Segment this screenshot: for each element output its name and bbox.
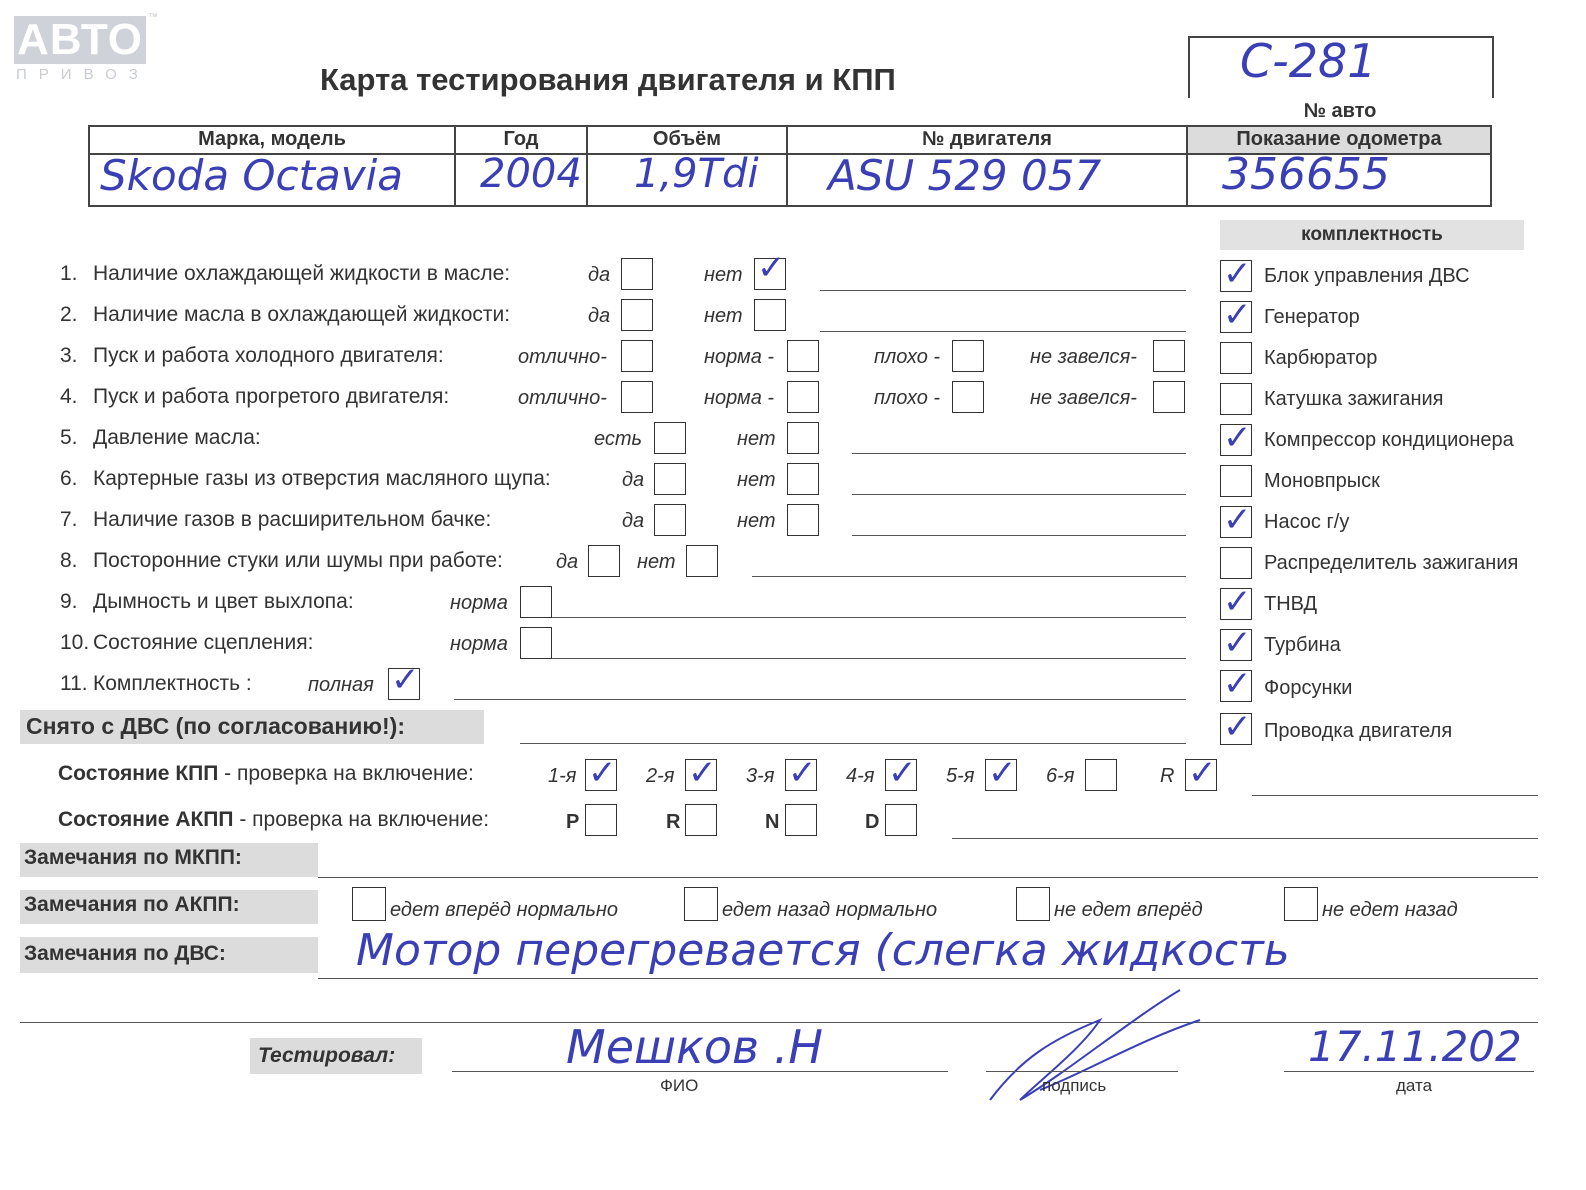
q10-normal-checkbox[interactable] xyxy=(520,627,552,659)
kpp-gear-1-checkbox[interactable] xyxy=(585,753,617,793)
engine-no-value: ASU 529 057 xyxy=(828,151,1102,200)
q5-yes-label: есть xyxy=(594,428,643,450)
akpp-gear-d-label: D xyxy=(865,811,880,833)
kpp-gear-2-checkbox[interactable] xyxy=(685,753,717,793)
completeness-checkbox-2[interactable] xyxy=(1220,295,1252,335)
removed-label: Снято с ДВС (по согласованию!): xyxy=(26,713,405,739)
completeness-checkbox-12[interactable] xyxy=(1220,707,1252,747)
odometer-value: 356655 xyxy=(1222,149,1390,200)
q2-no-label: нет xyxy=(704,305,743,327)
kpp-gear-4-label: 4-я xyxy=(846,765,875,787)
q3-excellent-label: отлично- xyxy=(518,346,607,368)
q2-yes-checkbox[interactable] xyxy=(621,299,653,331)
kpp-label xyxy=(58,762,474,786)
q1-yes-checkbox[interactable] xyxy=(621,258,653,290)
question-7-num: 7. xyxy=(60,508,78,531)
question-8-num: 8. xyxy=(60,549,78,572)
col-model: Марка, модель xyxy=(198,128,346,150)
q8-yes-label: да xyxy=(556,551,579,573)
remarks-dvs-line xyxy=(318,978,1538,979)
logo-subtitle: ПРИВОЗ xyxy=(16,66,150,83)
kpp-gear-6-checkbox[interactable] xyxy=(1085,759,1117,791)
q6-note-line xyxy=(852,494,1186,495)
question-6-num: 6. xyxy=(60,467,78,490)
q5-yes-checkbox[interactable] xyxy=(654,422,686,454)
kpp-gear-r-label: R xyxy=(1160,765,1175,787)
check-mark-icon: ✓ xyxy=(391,660,420,700)
q3-no-start-checkbox[interactable] xyxy=(1153,340,1185,372)
completeness-item-4: Катушка зажигания xyxy=(1264,388,1444,410)
akpp-no-reverse-checkbox[interactable] xyxy=(1284,887,1318,921)
q7-note-line xyxy=(852,535,1186,536)
q9-note-line xyxy=(552,617,1186,618)
signature-line xyxy=(986,1071,1178,1072)
akpp-gear-n-label: N xyxy=(765,811,780,833)
completeness-item-2: Генератор xyxy=(1264,306,1360,328)
q3-bad-checkbox[interactable] xyxy=(952,340,984,372)
fio-value: Мешков .Н xyxy=(566,1020,823,1074)
completeness-checkbox-5[interactable] xyxy=(1220,418,1252,458)
completeness-checkbox-7[interactable] xyxy=(1220,500,1252,540)
q4-no-start-label: не завелся- xyxy=(1030,387,1137,409)
q7-yes-label: да xyxy=(622,510,645,532)
kpp-gear-3-checkbox[interactable] xyxy=(785,753,817,793)
q6-yes-checkbox[interactable] xyxy=(654,463,686,495)
kpp-note-line xyxy=(1252,795,1538,796)
check-mark-icon: ✓ xyxy=(1223,664,1252,704)
completeness-checkbox-8[interactable] xyxy=(1220,547,1252,579)
q3-normal-checkbox[interactable] xyxy=(787,340,819,372)
fio-label: ФИО xyxy=(660,1076,699,1095)
check-mark-icon: ✓ xyxy=(1223,582,1252,622)
kpp-gear-6-label: 6-я xyxy=(1046,765,1075,787)
model-value: Skoda Octavia xyxy=(100,151,404,200)
q11-full-label: полная xyxy=(308,674,374,696)
q7-yes-checkbox[interactable] xyxy=(654,504,686,536)
col-engine-no: № двигателя xyxy=(922,128,1052,150)
akpp-note-line xyxy=(952,838,1538,839)
q4-bad-label: плохо - xyxy=(874,387,941,409)
question-1-num: 1. xyxy=(60,262,78,285)
akpp-gear-n-checkbox[interactable] xyxy=(785,804,817,836)
q2-yes-label: да xyxy=(588,305,611,327)
q4-excellent-label: отлично- xyxy=(518,387,607,409)
akpp-label-bold: Состояние АКПП xyxy=(58,808,234,831)
col-year: Год xyxy=(503,128,539,150)
question-6: Картерные газы из отверстия масляного щупа: xyxy=(93,467,551,490)
kpp-gear-1-label: 1-я xyxy=(548,765,577,787)
q2-no-checkbox[interactable] xyxy=(754,299,786,331)
akpp-forward-ok-label: едет вперёд нормально xyxy=(390,899,619,921)
volume-value: 1,9Tdi xyxy=(634,151,759,197)
kpp-gear-3-label: 3-я xyxy=(746,765,775,787)
completeness-item-12: Проводка двигателя xyxy=(1264,720,1453,742)
q4-no-start-checkbox[interactable] xyxy=(1153,381,1185,413)
q3-bad-label: плохо - xyxy=(874,346,941,368)
signature-label: подпись xyxy=(1042,1076,1107,1095)
akpp-gear-p-label: P xyxy=(566,811,580,833)
check-mark-icon: ✓ xyxy=(988,753,1017,793)
q2-note-line xyxy=(820,331,1186,332)
completeness-checkbox-6[interactable] xyxy=(1220,465,1252,497)
question-4-num: 4. xyxy=(60,385,78,408)
question-5: Давление масла: xyxy=(93,426,261,449)
completeness-item-9: ТНВД xyxy=(1264,593,1318,615)
check-mark-icon: ✓ xyxy=(1223,254,1252,294)
q11-full-checkbox[interactable] xyxy=(388,660,420,700)
page-title: Карта тестирования двигателя и КПП xyxy=(320,62,896,97)
completeness-item-1: Блок управления ДВС xyxy=(1264,265,1470,287)
logo-trademark: ™ xyxy=(148,12,158,23)
question-2-num: 2. xyxy=(60,303,78,326)
kpp-gear-5-checkbox[interactable] xyxy=(985,753,1017,793)
akpp-reverse-ok-checkbox[interactable] xyxy=(684,887,718,921)
akpp-label-rest: - проверка на включение: xyxy=(233,808,490,831)
col-odometer: Показание одометра xyxy=(1236,128,1442,150)
question-10: Состояние сцепления: xyxy=(93,631,314,654)
q8-no-checkbox[interactable] xyxy=(686,545,718,577)
q1-note-line xyxy=(820,290,1186,291)
q5-no-checkbox[interactable] xyxy=(787,422,819,454)
completeness-item-5: Компрессор кондиционера xyxy=(1264,429,1514,451)
kpp-gear-r-checkbox[interactable] xyxy=(1185,753,1217,793)
date-value: 17.11.202 xyxy=(1308,1022,1522,1071)
remarks-dvs-value: Мотор перегревается (слегка жидкость xyxy=(356,925,1290,976)
akpp-gear-d-checkbox[interactable] xyxy=(885,804,917,836)
question-10-num: 10. xyxy=(60,631,90,654)
check-mark-icon: ✓ xyxy=(1223,707,1252,747)
check-mark-icon: ✓ xyxy=(1188,753,1217,793)
kpp-label-rest: - проверка на включение: xyxy=(218,762,474,785)
completeness-checkbox-1[interactable] xyxy=(1220,254,1252,294)
akpp-reverse-ok-label: едет назад нормально xyxy=(722,899,938,921)
tested-label: Тестировал: xyxy=(258,1044,396,1067)
check-mark-icon: ✓ xyxy=(1223,623,1252,663)
completeness-title: комплектность xyxy=(1220,220,1524,250)
car-id-value: С-281 xyxy=(1240,34,1377,88)
akpp-gear-p-checkbox[interactable] xyxy=(585,804,617,836)
question-4: Пуск и работа прогретого двигателя: xyxy=(93,385,450,408)
q3-no-start-label: не завелся- xyxy=(1030,346,1137,368)
check-mark-icon: ✓ xyxy=(788,753,817,793)
remarks-akpp-label: Замечания по АКПП: xyxy=(24,893,240,916)
completeness-checkbox-10[interactable] xyxy=(1220,623,1252,663)
akpp-forward-ok-checkbox[interactable] xyxy=(352,887,386,921)
akpp-gear-r-checkbox[interactable] xyxy=(685,804,717,836)
q6-no-label: нет xyxy=(737,469,776,491)
question-7: Наличие газов в расширительном бачке: xyxy=(93,508,492,531)
q11-note-line xyxy=(454,699,1186,700)
akpp-gear-r-label: R xyxy=(666,811,681,833)
question-11: Комплектность : xyxy=(93,672,252,695)
q8-no-label: нет xyxy=(637,551,676,573)
akpp-label xyxy=(58,808,489,832)
question-2: Наличие масла в охлаждающей жидкости: xyxy=(93,303,511,326)
fio-line xyxy=(452,1071,948,1072)
q6-no-checkbox[interactable] xyxy=(787,463,819,495)
kpp-label-bold: Состояние КПП xyxy=(58,762,219,785)
q5-note-line xyxy=(852,453,1186,454)
q4-bad-checkbox[interactable] xyxy=(952,381,984,413)
akpp-no-forward-label: не едет вперёд xyxy=(1054,899,1203,921)
akpp-no-reverse-label: не едет назад xyxy=(1322,899,1458,921)
check-mark-icon: ✓ xyxy=(588,753,617,793)
check-mark-icon: ✓ xyxy=(757,248,786,288)
completeness-checkbox-11[interactable] xyxy=(1220,664,1252,704)
q4-normal-label: норма - xyxy=(704,387,775,409)
q1-no-label: нет xyxy=(704,264,743,286)
q9-normal-label: норма xyxy=(450,592,508,614)
col-volume: Объём xyxy=(652,128,722,150)
kpp-gear-4-checkbox[interactable] xyxy=(885,753,917,793)
check-mark-icon: ✓ xyxy=(1223,500,1252,540)
question-8: Посторонние стуки или шумы при работе: xyxy=(93,549,503,572)
signature-image xyxy=(980,980,1210,1120)
q3-excellent-checkbox[interactable] xyxy=(621,340,653,372)
question-9-num: 9. xyxy=(60,590,78,613)
remarks-dvs-label: Замечания по ДВС: xyxy=(24,942,226,965)
remarks-mkpp-label: Замечания по МКПП: xyxy=(24,846,242,869)
question-3: Пуск и работа холодного двигателя: xyxy=(93,344,444,367)
question-1: Наличие охлаждающей жидкости в масле: xyxy=(93,262,511,285)
q8-note-line xyxy=(752,576,1186,577)
check-mark-icon: ✓ xyxy=(888,753,917,793)
question-3-num: 3. xyxy=(60,344,78,367)
q1-no-checkbox[interactable] xyxy=(754,248,786,290)
check-mark-icon: ✓ xyxy=(688,753,717,793)
check-mark-icon: ✓ xyxy=(1223,418,1252,458)
q3-normal-label: норма - xyxy=(704,346,775,368)
completeness-checkbox-9[interactable] xyxy=(1220,582,1252,622)
removed-note-line xyxy=(520,743,1186,744)
check-mark-icon: ✓ xyxy=(1223,295,1252,335)
completeness-item-7: Насос г/у xyxy=(1264,511,1350,533)
question-5-num: 5. xyxy=(60,426,78,449)
kpp-gear-2-label: 2-я xyxy=(646,765,675,787)
akpp-no-forward-checkbox[interactable] xyxy=(1016,887,1050,921)
q4-normal-checkbox[interactable] xyxy=(787,381,819,413)
completeness-item-3: Карбюратор xyxy=(1264,347,1378,369)
date-label: дата xyxy=(1396,1076,1433,1095)
kpp-gear-5-label: 5-я xyxy=(946,765,975,787)
q7-no-checkbox[interactable] xyxy=(787,504,819,536)
q7-no-label: нет xyxy=(737,510,776,532)
q10-normal-label: норма xyxy=(450,633,508,655)
completeness-checkbox-4[interactable] xyxy=(1220,383,1252,415)
completeness-item-10: Турбина xyxy=(1264,634,1341,656)
q8-yes-checkbox[interactable] xyxy=(588,545,620,577)
completeness-item-8: Распределитель зажигания xyxy=(1264,552,1519,574)
car-id-label: № авто xyxy=(1303,100,1377,122)
completeness-item-6: Моновпрыск xyxy=(1264,470,1380,492)
year-value: 2004 xyxy=(480,151,582,197)
completeness-checkbox-3[interactable] xyxy=(1220,342,1252,374)
date-line xyxy=(1284,1071,1534,1072)
completeness-item-11: Форсунки xyxy=(1264,677,1353,699)
question-9: Дымность и цвет выхлопа: xyxy=(93,590,354,613)
remarks-mkpp-line xyxy=(318,877,1538,878)
q9-normal-checkbox[interactable] xyxy=(520,586,552,618)
q1-yes-label: да xyxy=(588,264,611,286)
q6-yes-label: да xyxy=(622,469,645,491)
question-11-num: 11. xyxy=(60,672,88,695)
q4-excellent-checkbox[interactable] xyxy=(621,381,653,413)
header-table xyxy=(88,125,1492,207)
logo: АВТО xyxy=(14,16,146,64)
q10-note-line xyxy=(552,658,1186,659)
q5-no-label: нет xyxy=(737,428,776,450)
